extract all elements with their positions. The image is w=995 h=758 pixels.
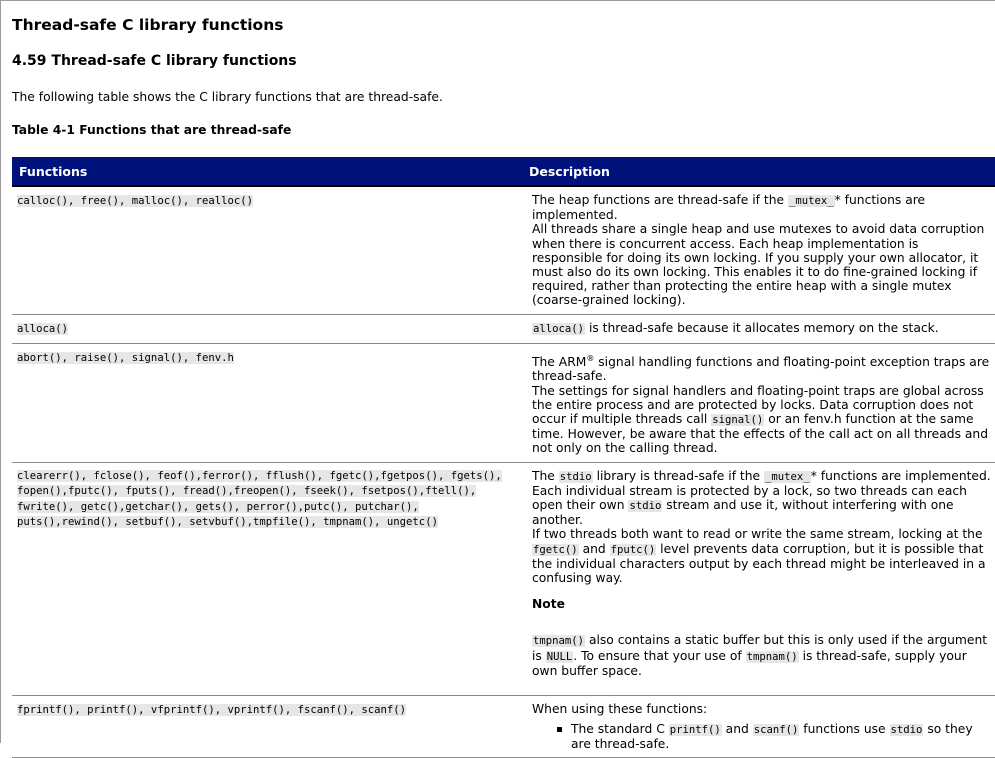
- code-term: signal(): [712, 414, 764, 427]
- functions-cell: [12, 186, 522, 314]
- functions-cell: [12, 314, 522, 344]
- function-list: fprintf(), printf(), vfprintf(), vprintf(), fscanf(), scanf(): [17, 703, 407, 716]
- code-term: fgetc(): [533, 543, 578, 556]
- function-list: calloc(), free(), malloc(), realloc(): [17, 195, 253, 207]
- description-text: alloca() is thread-safe because it allocates memory on the stack.: [533, 320, 939, 335]
- description-text: When using these functions:: [532, 701, 708, 716]
- functions-cell: [12, 344, 522, 463]
- description-cell: [522, 314, 995, 344]
- description-text: The ARM® signal handling functions and floating-point exception traps are thread-safe.: [532, 354, 990, 384]
- intro-text: The following table shows the C library functions that are thread-safe.: [12, 90, 443, 104]
- table-row: [12, 344, 995, 463]
- code-term: stdio: [890, 723, 923, 736]
- table-row: [12, 314, 995, 344]
- code-term: scanf(): [753, 723, 799, 736]
- description-text: The stdio library is thread-safe if the _mutex_* functions are implemented.: [532, 468, 991, 483]
- function-list: alloca(): [17, 322, 69, 335]
- description-cell: [522, 344, 995, 463]
- thread-safe-functions-table: [12, 157, 995, 758]
- description-text: If two threads both want to read or write the same stream, locking at the fgetc() and fputc() level prevents data corruption, but it is possible that the individual characters output by each thread might be interleaved in a confusing way.: [532, 527, 986, 586]
- code-term: stdio: [559, 470, 592, 483]
- description-text: All threads share a single heap and use mutexes to avoid data corruption when there is concurrent access. Each heap implementation is responsible for doing its own locking. If you supply your own allocator, it must also do its own locking. This enables it to do fine-grained locking if required, rather than protecting the entire heap with a single mutex (coarse-grained locking).: [532, 222, 985, 308]
- functions-cell: [12, 695, 522, 758]
- header-functions: Functions: [12, 157, 522, 186]
- description-cell: [522, 186, 995, 314]
- table-row: [12, 462, 995, 695]
- table-row: [12, 695, 995, 758]
- code-term: tmpnam(): [746, 650, 798, 663]
- code-term: alloca(): [533, 322, 585, 335]
- header-description: Description: [522, 157, 995, 186]
- page-title: Thread-safe C library functions: [12, 16, 284, 34]
- code-term: tmpnam(): [533, 635, 585, 648]
- function-list: abort(), raise(), signal(), fenv.h: [17, 352, 234, 365]
- code-term: fputc(): [610, 543, 656, 556]
- list-item: The standard C printf() and scanf() functions use stdio so they are thread-safe.: [571, 722, 991, 751]
- description-text: The settings for signal handlers and floating-point traps are global across the entire process and are protected by locks. Data corruption does not occur if multiple threads call signal() or an fenv.h function at the same time. However, be aware that the effects of the call act on all threads and not only on the calling thread.: [532, 383, 989, 456]
- code-term: stdio: [629, 500, 662, 513]
- note-heading: Note: [532, 597, 565, 612]
- description-text: The heap functions are thread-safe if the _mutex_* functions are implemented.: [532, 193, 926, 223]
- function-list: clearerr(), fclose(), feof(),ferror(), fflush(), fgetc(),fgetpos(), fgets(), fopen(),fputc(), fputs(), fread(),freopen(), fseek(), fsetpos(),ftell(), fwrite(), getc(),getchar(), gets(), perror(),putc(), putchar(), puts(),rewind(), setbuf(), setvbuf(),tmpfile(), tmpnam(), ungetc(): [17, 469, 502, 529]
- note-text: tmpnam() also contains a static buffer but this is only used if the argument is NULL. To ensure that your use of tmpnam() is thread-safe, supply your own buffer space.: [532, 633, 988, 678]
- functions-cell: [12, 462, 522, 695]
- table-caption: Table 4-1 Functions that are thread-safe: [12, 123, 292, 137]
- bullet-list: [532, 722, 991, 751]
- code-term: NULL: [546, 650, 573, 663]
- table-row: [12, 186, 995, 314]
- description-text: Each individual stream is protected by a lock, so two threads can each open their own stdio stream and use it, without interfering with one another.: [532, 483, 967, 528]
- code-term: _mutex_: [788, 195, 834, 207]
- code-term: printf(): [669, 723, 721, 736]
- code-term: _mutex_: [765, 470, 810, 483]
- section-title: 4.59 Thread-safe C library functions: [12, 53, 297, 69]
- description-cell: [522, 695, 995, 758]
- description-cell: [522, 462, 995, 695]
- table-header-row: [12, 157, 995, 186]
- registered-mark: ®: [586, 354, 595, 364]
